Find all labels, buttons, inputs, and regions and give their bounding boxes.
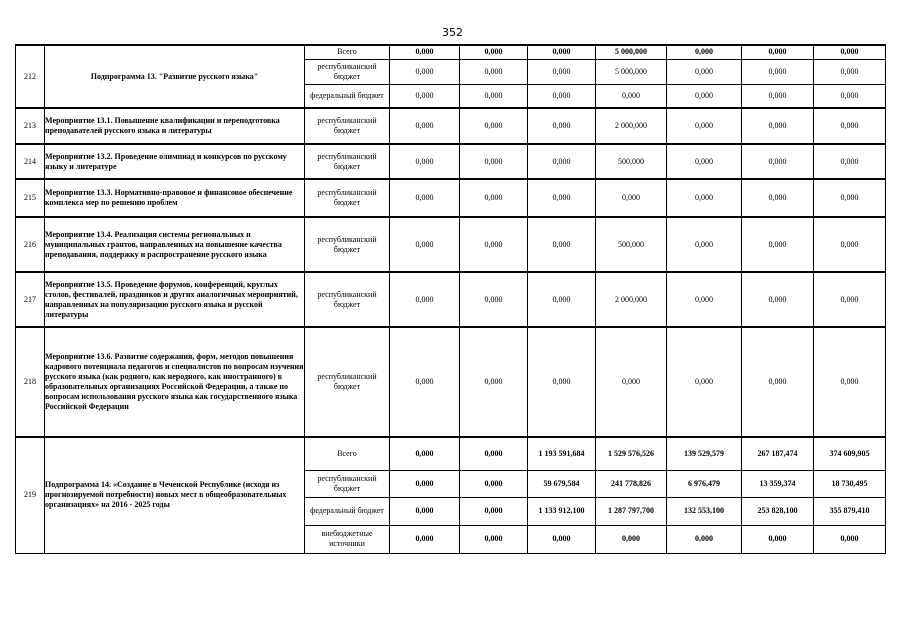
funding-source: федеральный бюджет <box>305 84 390 108</box>
funding-source: Всего <box>305 437 390 470</box>
measure-title: Мероприятие 13.6. Развитие содержания, форм, методов повышения кадрового потенциала педагогов и специалистов по вопросам изучения русского языка (как родного, как неродного, как иностранного) в образовательных организациях Российской Федерации, а также по вопросам использования русского языка как государственного языка Российской Федерации <box>45 327 305 437</box>
amount-cell: 0,000 <box>596 84 667 108</box>
amount-cell: 2 000,000 <box>596 108 667 144</box>
amount-cell: 0,000 <box>667 272 742 327</box>
amount-cell: 0,000 <box>814 108 886 144</box>
amount-cell: 2 000,000 <box>596 272 667 327</box>
funding-source: республиканский бюджет <box>305 108 390 144</box>
funding-source: республиканский бюджет <box>305 272 390 327</box>
amount-cell: 132 553,100 <box>667 497 742 525</box>
amount-cell: 0,000 <box>390 470 460 497</box>
amount-cell: 0,000 <box>667 217 742 272</box>
table-row <box>16 327 886 437</box>
amount-cell: 0,000 <box>390 437 460 470</box>
amount-cell: 0,000 <box>667 525 742 553</box>
measure-title: Мероприятие 13.5. Проведение форумов, конференций, круглых столов, фестивалей, праздников и других аналогичных мероприятий, направленных на популяризацию русского языка и русской литературы <box>45 272 305 327</box>
amount-cell: 355 879,410 <box>814 497 886 525</box>
amount-cell: 0,000 <box>460 217 528 272</box>
amount-cell: 0,000 <box>528 217 596 272</box>
amount-cell: 0,000 <box>528 45 596 59</box>
amount-cell: 241 778,826 <box>596 470 667 497</box>
amount-cell: 0,000 <box>814 144 886 179</box>
amount-cell: 6 976,479 <box>667 470 742 497</box>
amount-cell: 0,000 <box>667 179 742 217</box>
amount-cell: 0,000 <box>814 179 886 217</box>
amount-cell: 0,000 <box>528 108 596 144</box>
amount-cell: 0,000 <box>390 144 460 179</box>
amount-cell: 0,000 <box>390 59 460 84</box>
row-index: 214 <box>16 144 45 179</box>
amount-cell: 0,000 <box>596 525 667 553</box>
amount-cell: 1 287 797,700 <box>596 497 667 525</box>
amount-cell: 0,000 <box>460 525 528 553</box>
amount-cell: 0,000 <box>742 108 814 144</box>
amount-cell: 0,000 <box>460 84 528 108</box>
amount-cell: 0,000 <box>460 272 528 327</box>
amount-cell: 0,000 <box>390 497 460 525</box>
amount-cell: 0,000 <box>390 108 460 144</box>
amount-cell: 0,000 <box>460 45 528 59</box>
amount-cell: 13 359,374 <box>742 470 814 497</box>
row-index: 217 <box>16 272 45 327</box>
table-row <box>16 217 886 272</box>
amount-cell: 500,000 <box>596 217 667 272</box>
amount-cell: 0,000 <box>460 144 528 179</box>
amount-cell: 0,000 <box>528 272 596 327</box>
funding-source: республиканский бюджет <box>305 327 390 437</box>
amount-cell: 0,000 <box>596 327 667 437</box>
amount-cell: 0,000 <box>667 45 742 59</box>
amount-cell: 0,000 <box>460 327 528 437</box>
amount-cell: 1 529 576,526 <box>596 437 667 470</box>
amount-cell: 0,000 <box>814 84 886 108</box>
amount-cell: 0,000 <box>667 327 742 437</box>
amount-cell: 0,000 <box>460 108 528 144</box>
amount-cell: 139 529,579 <box>667 437 742 470</box>
amount-cell: 0,000 <box>390 327 460 437</box>
row-index: 218 <box>16 327 45 437</box>
amount-cell: 0,000 <box>390 45 460 59</box>
amount-cell: 0,000 <box>390 217 460 272</box>
funding-source: республиканский бюджет <box>305 144 390 179</box>
funding-source: федеральный бюджет <box>305 497 390 525</box>
amount-cell: 0,000 <box>460 470 528 497</box>
funding-source: республиканский бюджет <box>305 59 390 84</box>
measure-title: Мероприятие 13.1. Повышение квалификации и переподготовка преподавателей русского языка и литературы <box>45 108 305 144</box>
amount-cell: 0,000 <box>814 272 886 327</box>
amount-cell: 0,000 <box>667 59 742 84</box>
measure-title: Подпрограмма 13. "Развитие русского языка" <box>45 45 305 108</box>
page-number: 352 <box>442 26 463 39</box>
amount-cell: 0,000 <box>528 144 596 179</box>
amount-cell: 0,000 <box>742 217 814 272</box>
amount-cell: 0,000 <box>742 327 814 437</box>
amount-cell: 0,000 <box>528 525 596 553</box>
budget-table <box>15 44 886 554</box>
measure-title: Мероприятие 13.3. Нормативно-правовое и финансовое обеспечение комплекса мер по решению проблем <box>45 179 305 217</box>
amount-cell: 5 000,000 <box>596 59 667 84</box>
measure-title: Мероприятие 13.4. Реализация системы региональных и муниципальных грантов, направленных на повышение качества преподавания, поддержку и распространение русского языка <box>45 217 305 272</box>
amount-cell: 0,000 <box>742 144 814 179</box>
amount-cell: 59 679,584 <box>528 470 596 497</box>
funding-source: республиканский бюджет <box>305 470 390 497</box>
row-index: 216 <box>16 217 45 272</box>
amount-cell: 0,000 <box>528 59 596 84</box>
funding-source: внебюджетные источники <box>305 525 390 553</box>
funding-source: Всего <box>305 45 390 59</box>
row-index: 212 <box>16 45 45 108</box>
amount-cell: 0,000 <box>460 497 528 525</box>
amount-cell: 0,000 <box>460 437 528 470</box>
amount-cell: 0,000 <box>596 179 667 217</box>
table-row <box>16 45 886 59</box>
amount-cell: 18 730,495 <box>814 470 886 497</box>
amount-cell: 0,000 <box>390 84 460 108</box>
amount-cell: 0,000 <box>390 525 460 553</box>
amount-cell: 374 609,905 <box>814 437 886 470</box>
row-index: 213 <box>16 108 45 144</box>
table-row <box>16 272 886 327</box>
amount-cell: 0,000 <box>814 327 886 437</box>
amount-cell: 0,000 <box>667 84 742 108</box>
amount-cell: 500,000 <box>596 144 667 179</box>
table-row <box>16 437 886 470</box>
amount-cell: 0,000 <box>667 144 742 179</box>
funding-source: республиканский бюджет <box>305 217 390 272</box>
amount-cell: 0,000 <box>390 272 460 327</box>
amount-cell: 0,000 <box>460 179 528 217</box>
row-index: 215 <box>16 179 45 217</box>
amount-cell: 0,000 <box>814 217 886 272</box>
amount-cell: 0,000 <box>667 108 742 144</box>
table-row <box>16 108 886 144</box>
measure-title: Подпрограмма 14. «Создание в Чеченской Республике (исходя из прогнозируемой потребности) новых мест в общеобразовательных организациях» на 2016 - 2025 годы <box>45 437 305 553</box>
amount-cell: 5 000,000 <box>596 45 667 59</box>
amount-cell: 0,000 <box>742 59 814 84</box>
row-index: 219 <box>16 437 45 553</box>
amount-cell: 267 187,474 <box>742 437 814 470</box>
amount-cell: 253 828,100 <box>742 497 814 525</box>
amount-cell: 0,000 <box>742 84 814 108</box>
amount-cell: 0,000 <box>814 45 886 59</box>
table-row <box>16 144 886 179</box>
amount-cell: 0,000 <box>528 327 596 437</box>
amount-cell: 0,000 <box>742 179 814 217</box>
amount-cell: 0,000 <box>814 525 886 553</box>
amount-cell: 0,000 <box>460 59 528 84</box>
funding-source: республиканский бюджет <box>305 179 390 217</box>
table-row <box>16 179 886 217</box>
amount-cell: 1 133 912,100 <box>528 497 596 525</box>
amount-cell: 1 193 591,684 <box>528 437 596 470</box>
amount-cell: 0,000 <box>742 272 814 327</box>
amount-cell: 0,000 <box>814 59 886 84</box>
measure-title: Мероприятие 13.2. Проведение олимпиад и конкурсов по русскому языку и литературе <box>45 144 305 179</box>
amount-cell: 0,000 <box>742 525 814 553</box>
amount-cell: 0,000 <box>742 45 814 59</box>
amount-cell: 0,000 <box>528 84 596 108</box>
amount-cell: 0,000 <box>528 179 596 217</box>
amount-cell: 0,000 <box>390 179 460 217</box>
